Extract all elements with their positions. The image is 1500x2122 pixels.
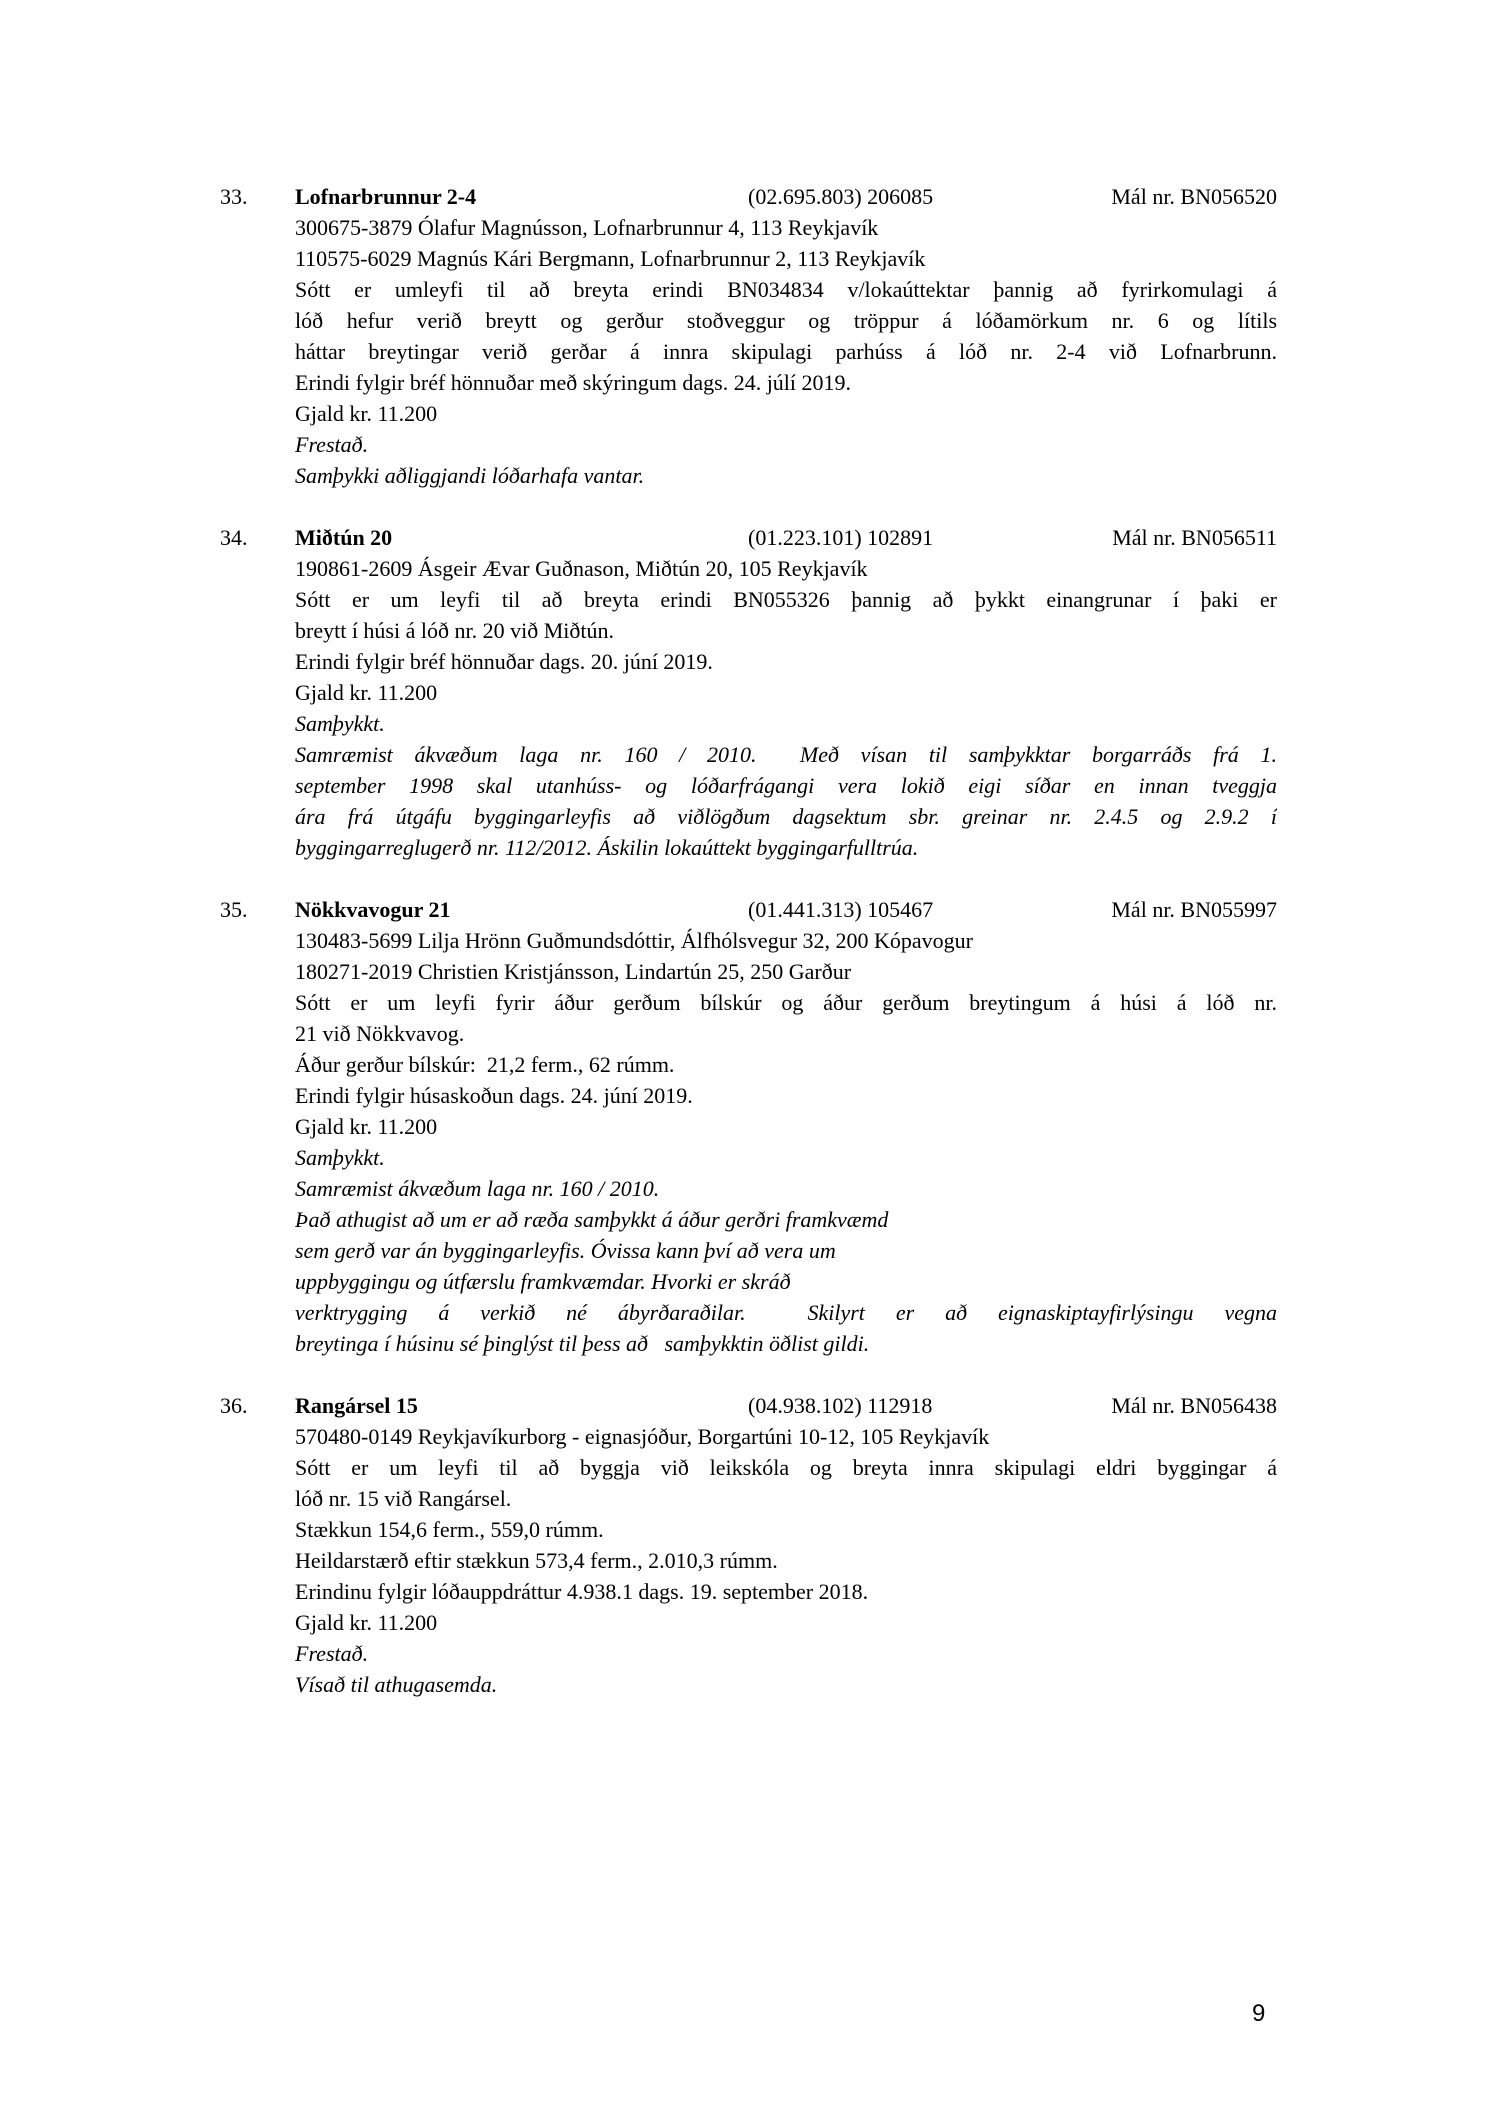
item-decision-line: verktrygging á verkið né ábyrðaraðilar. Skilyrt er að eignaskiptayfirlýsingu vegna bbox=[295, 1300, 1277, 1325]
item-text-line: Sótt er umleyfi til að breyta erindi BN034834 v/lokaúttektar þannig að fyrirkomulagi á bbox=[295, 277, 1277, 302]
item-header bbox=[295, 894, 1277, 925]
item-text-line: 180271-2019 Christien Kristjánsson, Lindartún 25, 250 Garður bbox=[295, 959, 852, 984]
item-decision-line: sem gerð var án byggingarleyfis. Óvissa kann því að vera um bbox=[295, 1238, 836, 1263]
item-decision-line: Það athugist að um er að ræða samþykkt á áður gerðri framkvæmd bbox=[295, 1207, 889, 1232]
item-text-line: lóð hefur verið breytt og gerður stoðveggur og tröppur á lóðamörkum nr. 6 og lítils bbox=[295, 308, 1277, 333]
item-number: 35. bbox=[220, 897, 248, 922]
item-text-line: Erindi fylgir bréf hönnuðar dags. 20. júní 2019. bbox=[295, 649, 713, 674]
item-decision-line: Frestað. bbox=[295, 432, 369, 457]
item-title: Lofnarbrunnur 2-4 bbox=[295, 184, 477, 209]
item-decision-line: breytinga í húsinu sé þinglýst til þess að samþykktin öðlist gildi. bbox=[295, 1331, 870, 1356]
item-text-line: breytt í húsi á lóð nr. 20 við Miðtún. bbox=[295, 618, 614, 643]
item-property-code: (01.441.313) 105467 bbox=[748, 897, 934, 922]
item-decision-line: Samþykki aðliggjandi lóðarhafa vantar. bbox=[295, 463, 645, 488]
item-text-line: Sótt er um leyfi fyrir áður gerðum bílskúr og áður gerðum breytingum á húsi á lóð nr. bbox=[295, 990, 1277, 1015]
item-text-line: Gjald kr. 11.200 bbox=[295, 680, 438, 705]
item-text-line: Sótt er um leyfi til að byggja við leikskóla og breyta innra skipulagi eldri byggingar á bbox=[295, 1455, 1277, 1480]
item-decision-line: Frestað. bbox=[295, 1641, 369, 1666]
item-text-line: 190861-2609 Ásgeir Ævar Guðnason, Miðtún 20, 105 Reykjavík bbox=[295, 556, 868, 581]
item-decision-line: Samræmist ákvæðum laga nr. 160 / 2010. bbox=[295, 1176, 660, 1201]
item-text-line: Erindinu fylgir lóðauppdráttur 4.938.1 dags. 19. september 2018. bbox=[295, 1579, 869, 1604]
item-header bbox=[295, 522, 1277, 553]
item-text-line: Erindi fylgir bréf hönnuðar með skýringum dags. 24. júlí 2019. bbox=[295, 370, 852, 395]
item-text-line: 110575-6029 Magnús Kári Bergmann, Lofnarbrunnur 2, 113 Reykjavík bbox=[295, 246, 926, 271]
item-text-line: Stækkun 154,6 ferm., 559,0 rúmm. bbox=[295, 1517, 604, 1542]
page-number: 9 bbox=[1252, 2000, 1266, 2027]
item-decision-line: Samþykkt. bbox=[295, 1145, 385, 1170]
item-text-line: háttar breytingar verið gerðar á innra skipulagi parhúss á lóð nr. 2-4 við Lofnarbrunn. bbox=[295, 339, 1277, 364]
item-case-reference: Mál nr. BN056438 bbox=[1111, 1393, 1277, 1418]
agenda-items-list bbox=[220, 181, 1277, 1700]
item-title: Miðtún 20 bbox=[295, 525, 393, 550]
item-text-line: 570480-0149 Reykjavíkurborg - eignasjóður, Borgartúni 10-12, 105 Reykjavík bbox=[295, 1424, 990, 1449]
item-property-code: (04.938.102) 112918 bbox=[748, 1393, 933, 1418]
item-number: 36. bbox=[220, 1393, 248, 1418]
item-title: Rangársel 15 bbox=[295, 1393, 418, 1418]
item-case-reference: Mál nr. BN056520 bbox=[1111, 184, 1277, 209]
item-decision-line: Samræmist ákvæðum laga nr. 160 / 2010. Með vísan til samþykktar borgarráðs frá 1. bbox=[295, 742, 1277, 767]
item-property-code: (02.695.803) 206085 bbox=[748, 184, 934, 209]
item-text-line: Gjald kr. 11.200 bbox=[295, 1114, 438, 1139]
item-text-line: Áður gerður bílskúr: 21,2 ferm., 62 rúmm. bbox=[295, 1052, 675, 1077]
item-text-line: Erindi fylgir húsaskoðun dags. 24. júní 2019. bbox=[295, 1083, 693, 1108]
item-decision-line: byggingarreglugerð nr. 112/2012. Áskilin lokaúttekt byggingarfulltrúa. bbox=[295, 835, 919, 860]
agenda-item bbox=[220, 181, 1277, 491]
item-text-line: lóð nr. 15 við Rangársel. bbox=[295, 1486, 512, 1511]
item-title: Nökkvavogur 21 bbox=[295, 897, 451, 922]
item-text-line: 300675-3879 Ólafur Magnússon, Lofnarbrunnur 4, 113 Reykjavík bbox=[295, 215, 879, 240]
item-text-line: 130483-5699 Lilja Hrönn Guðmundsdóttir, Álfhólsvegur 32, 200 Kópavogur bbox=[295, 928, 973, 953]
item-property-code: (01.223.101) 102891 bbox=[748, 525, 934, 550]
item-number: 33. bbox=[220, 184, 248, 209]
item-decision-line: Samþykkt. bbox=[295, 711, 385, 736]
item-text-line: Gjald kr. 11.200 bbox=[295, 1610, 438, 1635]
item-case-reference: Mál nr. BN055997 bbox=[1111, 897, 1277, 922]
item-text-line: 21 við Nökkvavog. bbox=[295, 1021, 465, 1046]
item-text-line: Sótt er um leyfi til að breyta erindi BN055326 þannig að þykkt einangrunar í þaki er bbox=[295, 587, 1277, 612]
item-text-line: Gjald kr. 11.200 bbox=[295, 401, 438, 426]
item-number: 34. bbox=[220, 525, 248, 550]
agenda-item bbox=[220, 522, 1277, 863]
item-header bbox=[295, 181, 1277, 212]
item-decision-line: Vísað til athugasemda. bbox=[295, 1672, 498, 1697]
item-case-reference: Mál nr. BN056511 bbox=[1112, 525, 1277, 550]
item-text-line: Heildarstærð eftir stækkun 573,4 ferm., 2.010,3 rúmm. bbox=[295, 1548, 778, 1573]
agenda-item bbox=[220, 1390, 1277, 1700]
item-decision-line: ára frá útgáfu byggingarleyfis að viðlögðum dagsektum sbr. greinar nr. 2.4.5 og 2.9.2 í bbox=[295, 804, 1277, 829]
item-decision-line: september 1998 skal utanhúss- og lóðarfrágangi vera lokið eigi síðar en innan tveggja bbox=[295, 773, 1277, 798]
item-decision-line: uppbyggingu og útfærslu framkvæmdar. Hvorki er skráð bbox=[295, 1269, 791, 1294]
item-header bbox=[295, 1390, 1277, 1421]
agenda-item bbox=[220, 894, 1277, 1359]
